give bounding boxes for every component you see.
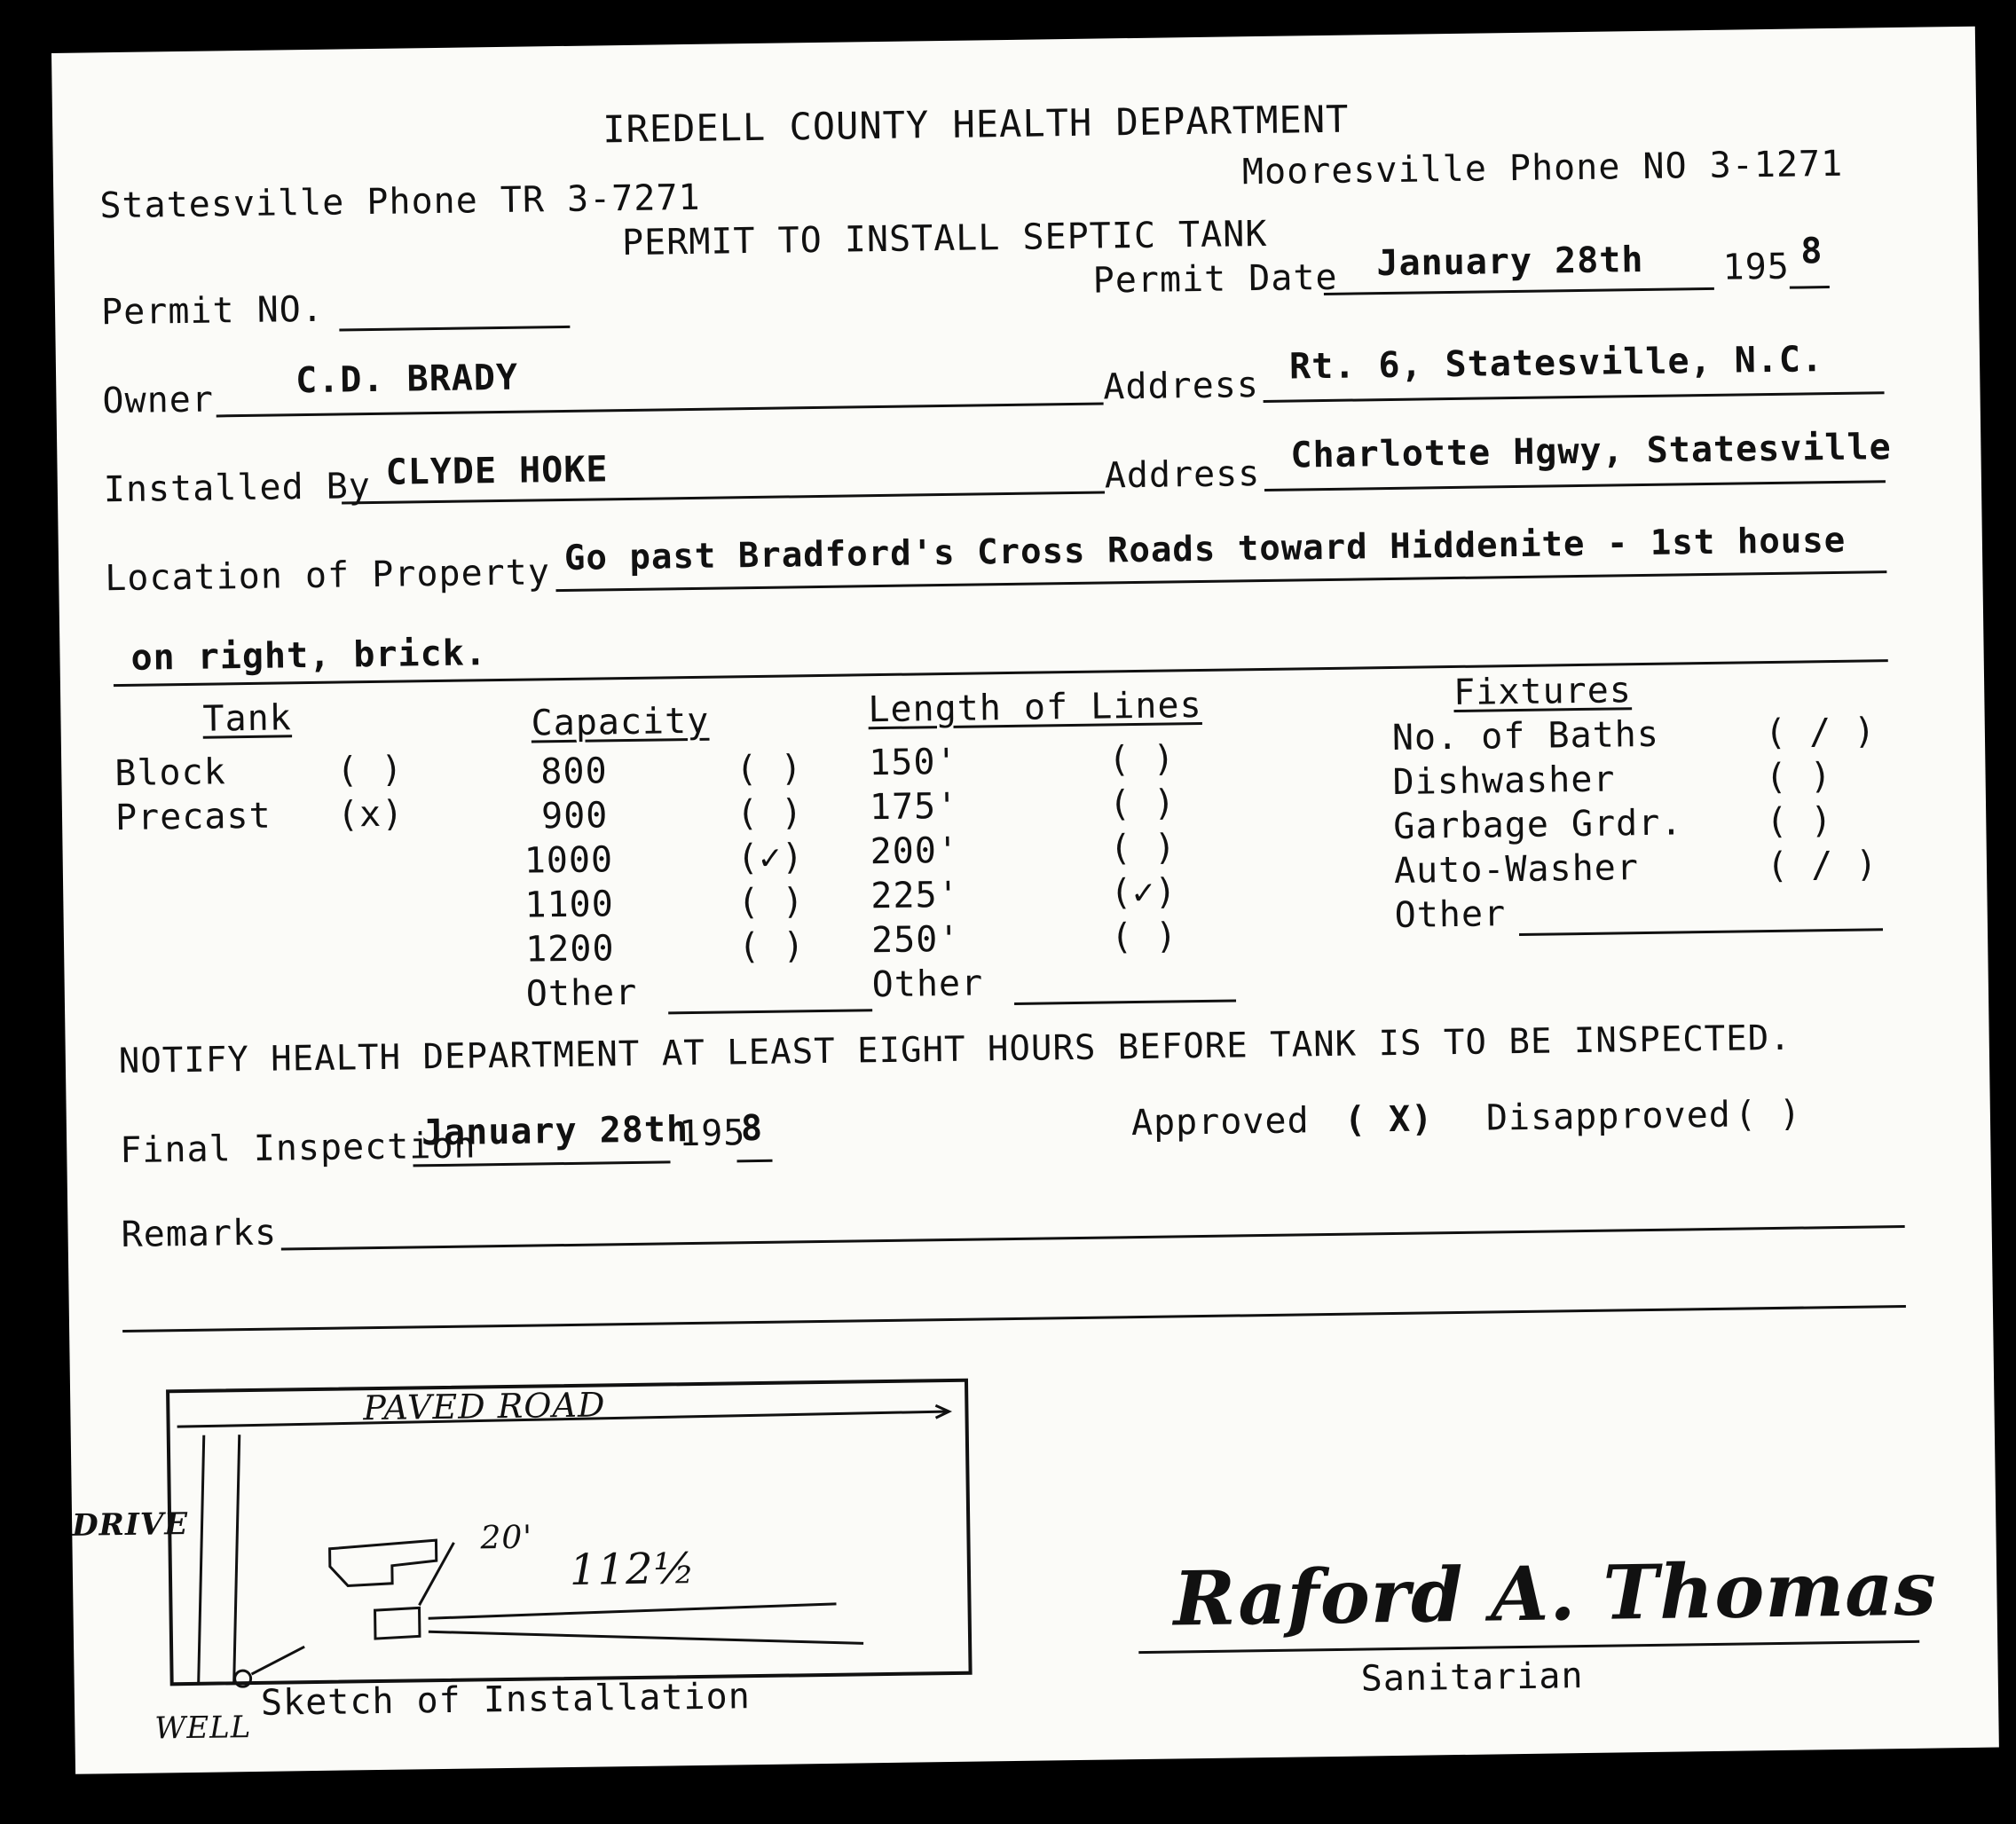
fixtures-other-label: Other	[1394, 893, 1507, 936]
fixtures-option-mark: ( / )	[1764, 711, 1877, 754]
permit-date-label: Permit Date	[1092, 256, 1338, 302]
fixtures-option-mark: ( / )	[1766, 844, 1878, 887]
fixtures-option-label: Dishwasher	[1392, 759, 1616, 803]
permit-date-value: January 28th	[1376, 239, 1644, 285]
capacity-heading: Capacity	[531, 700, 710, 744]
owner-label: Owner	[102, 379, 215, 422]
mooresville-phone: Mooresville Phone NO 3-1271	[1241, 143, 1844, 193]
capacity-option-label: 800	[540, 751, 608, 793]
lines-option-mark: ( )	[1110, 916, 1178, 958]
lines-heading: Length of Lines	[868, 684, 1202, 731]
lines-option-mark: ( )	[1107, 738, 1176, 781]
fixtures-other-line	[1519, 928, 1883, 936]
installer-value: CLYDE HOKE	[385, 449, 609, 493]
lines-option-label: 200'	[870, 829, 960, 873]
form-title: PERMIT TO INSTALL SEPTIC TANK	[621, 213, 1268, 264]
drain-line	[429, 1625, 863, 1649]
fixtures-option-label: Garbage Grdr.	[1393, 802, 1683, 847]
fixtures-heading: Fixtures	[1453, 670, 1633, 714]
lines-option-label: 175'	[869, 785, 959, 829]
tank-option-label: Precast	[114, 795, 272, 839]
capacity-other-line	[668, 1009, 872, 1014]
lines-option-label: 250'	[870, 918, 961, 962]
tank-shape	[375, 1608, 420, 1639]
sketch-caption: Sketch of Installation	[260, 1676, 752, 1724]
capacity-option-label: 1100	[524, 884, 615, 926]
inspection-year-digit: 8	[740, 1107, 764, 1150]
installer-address-value: Charlotte Hgwy, Statesville	[1290, 427, 1892, 476]
capacity-option-mark: ( )	[737, 881, 806, 924]
tank-heading: Tank	[202, 697, 293, 740]
location-line1: Go past Bradford's Cross Roads toward Hiddenite - 1st house	[563, 520, 1847, 578]
capacity-option-mark: ( )	[737, 925, 806, 968]
drive-label: DRIVE	[71, 1506, 189, 1544]
lines-option-label: 150'	[868, 741, 958, 784]
owner-address-label: Address	[1103, 365, 1260, 408]
house-shape	[329, 1540, 437, 1586]
capacity-option-label: 900	[540, 795, 609, 837]
installer-line	[342, 491, 1105, 504]
permit-year-line	[1790, 286, 1830, 289]
lines-other-label: Other	[871, 963, 984, 1006]
permit-year-digit: 8	[1799, 231, 1823, 272]
lines-option-mark: ( )	[1108, 782, 1177, 825]
lines-other-line	[1014, 999, 1236, 1004]
approved-mark: ( X)	[1343, 1098, 1434, 1141]
lines-option-mark: (✓)	[1110, 871, 1177, 914]
permit-no-label: Permit NO.	[100, 288, 325, 334]
installer-label: Installed By	[103, 466, 372, 511]
drive-line	[231, 1435, 243, 1683]
well-label: WELL	[154, 1710, 252, 1747]
well-arrow	[251, 1647, 304, 1674]
disapproved-mark: ( )	[1734, 1093, 1802, 1136]
installer-address-label: Address	[1104, 453, 1261, 497]
lines-option-mark: ( )	[1109, 827, 1177, 869]
tank-option-mark: (x)	[336, 793, 405, 836]
fixtures-option-mark: ( )	[1765, 756, 1833, 798]
inspection-date-value: January 28th	[421, 1109, 689, 1154]
owner-address-line	[1264, 391, 1885, 403]
signature-line	[1138, 1640, 1919, 1654]
capacity-option-label: 1000	[524, 839, 614, 882]
fixtures-option-label: No. of Baths	[1391, 713, 1660, 759]
remarks-label: Remarks	[121, 1212, 278, 1256]
inspection-label: Final Inspection	[119, 1125, 476, 1172]
inspection-year-prefix: 195	[678, 1112, 746, 1155]
location-line2: on right, brick.	[130, 633, 488, 679]
capacity-option-mark: (✓)	[736, 837, 805, 879]
capacity-option-mark: ( )	[736, 748, 803, 790]
fixtures-option-label: Auto-Washer	[1393, 847, 1640, 892]
location-label: Location of Property	[104, 552, 551, 600]
sanitarian-label: Sanitarian	[1360, 1655, 1584, 1700]
tank-option-label: Block	[114, 751, 227, 795]
drive-line	[195, 1435, 208, 1684]
permit-no-line	[339, 326, 570, 332]
statesville-phone: Statesville Phone TR 3-7271	[99, 177, 701, 227]
drain-line	[429, 1604, 837, 1618]
length-label: 112½	[569, 1544, 697, 1596]
lines-option-label: 225'	[870, 874, 960, 917]
disapproved-label: Disapproved	[1485, 1094, 1732, 1139]
inspection-year-line	[736, 1160, 772, 1163]
road-label: PAVED ROAD	[363, 1385, 606, 1428]
owner-address-value: Rt. 6, Statesville, N.C.	[1288, 339, 1824, 388]
signature: Raford A. Thomas	[1172, 1544, 1938, 1643]
permit-card	[51, 27, 1999, 1774]
department-title: IREDELL COUNTY HEALTH DEPARTMENT	[602, 97, 1350, 152]
fixtures-option-mark: ( )	[1765, 800, 1833, 843]
owner-line	[217, 402, 1104, 417]
permit-year-prefix: 195	[1722, 246, 1791, 288]
permit-date-line	[1324, 287, 1714, 295]
owner-value: C.D. BRADY	[295, 357, 519, 402]
capacity-option-label: 1200	[524, 928, 615, 971]
notice-text: NOTIFY HEALTH DEPARTMENT AT LEAST EIGHT HOURS BEFORE TANK IS TO BE INSPECTED.	[118, 1018, 1792, 1082]
installer-address-line	[1264, 480, 1886, 491]
approved-label: Approved	[1130, 1100, 1310, 1144]
remarks-line-2	[122, 1305, 1906, 1333]
capacity-option-mark: ( )	[736, 792, 804, 835]
capacity-other-label: Other	[525, 971, 638, 1015]
tank-option-mark: ( )	[335, 749, 404, 791]
remarks-line-1	[281, 1225, 1905, 1251]
distance-label: 20'	[480, 1519, 533, 1557]
